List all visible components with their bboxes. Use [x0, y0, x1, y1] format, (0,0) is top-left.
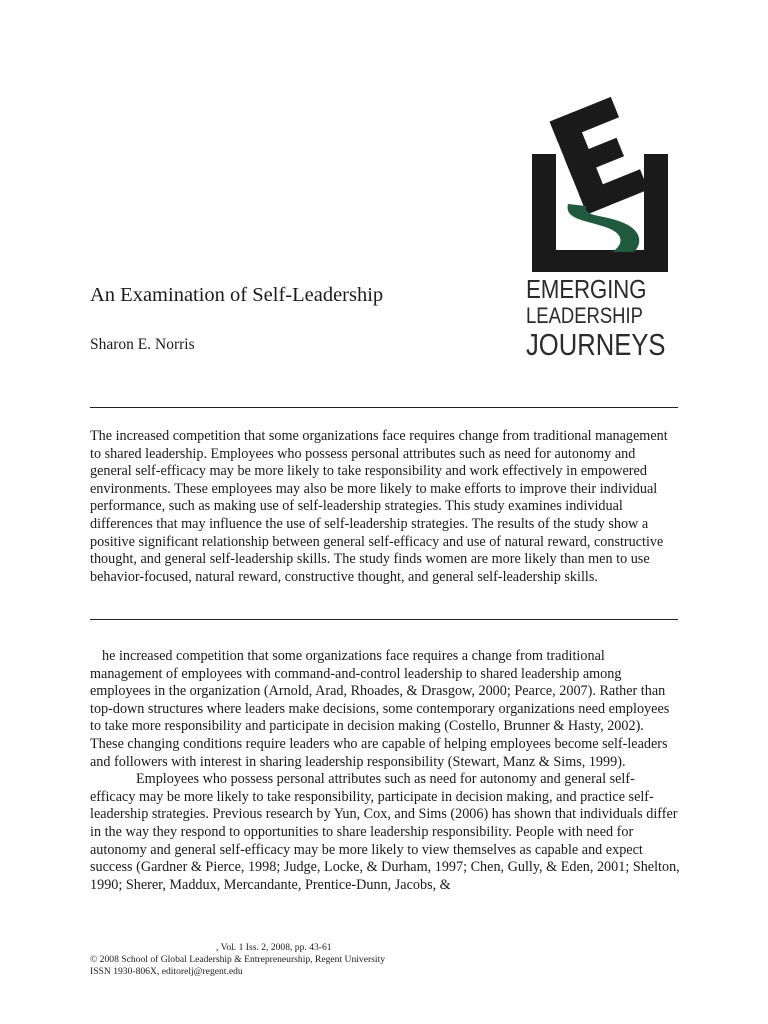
abstract-bottom-rule [90, 619, 678, 620]
article-title: An Examination of Self-Leadership [90, 284, 384, 306]
journal-logo-wordmark [526, 276, 676, 360]
article-body [90, 648, 680, 894]
journal-logo-icon [528, 94, 672, 274]
footer-volume: , Vol. 1 Iss. 2, 2008, pp. 43-61 [216, 942, 332, 953]
logo-line-leadership: LEADERSHIP [526, 303, 643, 328]
page-footer [90, 942, 510, 977]
abstract: The increased competition that some organizations face requires change from traditional management to shared leadership. Employees who possess personal attributes such as need for autonomy and general self-efficacy may be more likely to take responsibility and work effectively in empowered environments. These employees may also be more likely to make efforts to improve their individual performance, such as making use of self-leadership strategies. This study examines individual differences that may influence the use of self-leadership strategies. The results of the study show a positive significant relationship between general self-efficacy and use of natural reward, constructive thought, and general self-leadership skills. The study finds women are more likely than men to use behavior-focused, natural reward, constructive thought, and general self-leadership skills. [90, 428, 668, 585]
footer-issn: ISSN 1930-806X, editorelj@regent.edu [90, 965, 243, 977]
author-name: Sharon E. Norris [90, 336, 195, 353]
body-paragraph-1: he increased competition that some organizations face requires a change from traditional management of employees with command-and-control leadership to shared leadership among employees in the organization (Arnold, Arad, Rhoades, & Drasgow, 2000; Pearce, 2007). Rather than top-down structures where leaders make decisions, some contemporary organizations need employees to take more responsibility and participate in decision making (Costello, Brunner & Hasty, 2002). These changing conditions require leaders who are capable of helping employees become self-leaders and followers with interest in sharing leadership responsibility (Stewart, Manz & Sims, 1999). [90, 648, 670, 770]
abstract-top-rule [90, 407, 678, 408]
body-paragraph-2: Employees who possess personal attributes such as need for autonomy and general self-efficacy may be more likely to take responsibility, participate in decision making, and practice self-leadership strategies. Previous research by Yun, Cox, and Sims (2006) has shown that individuals differ in the way they respond to opportunities to share leadership responsibility. People with need for autonomy and general self-efficacy may be more likely to view themselves as capable and expect success (Gardner & Pierce, 1998; Judge, Locke, & Durham, 1997; Chen, Gully, & Eden, 2001; Shelton, 1990; Sherer, Maddux, Mercandante, Prentice-Dunn, Jacobs, & [90, 771, 680, 893]
logo-line-emerging: EMERGING [526, 274, 647, 304]
footer-copyright: © 2008 School of Global Leadership & Entrepreneurship, Regent University [90, 953, 386, 965]
logo-line-journeys: JOURNEYS [526, 327, 666, 362]
